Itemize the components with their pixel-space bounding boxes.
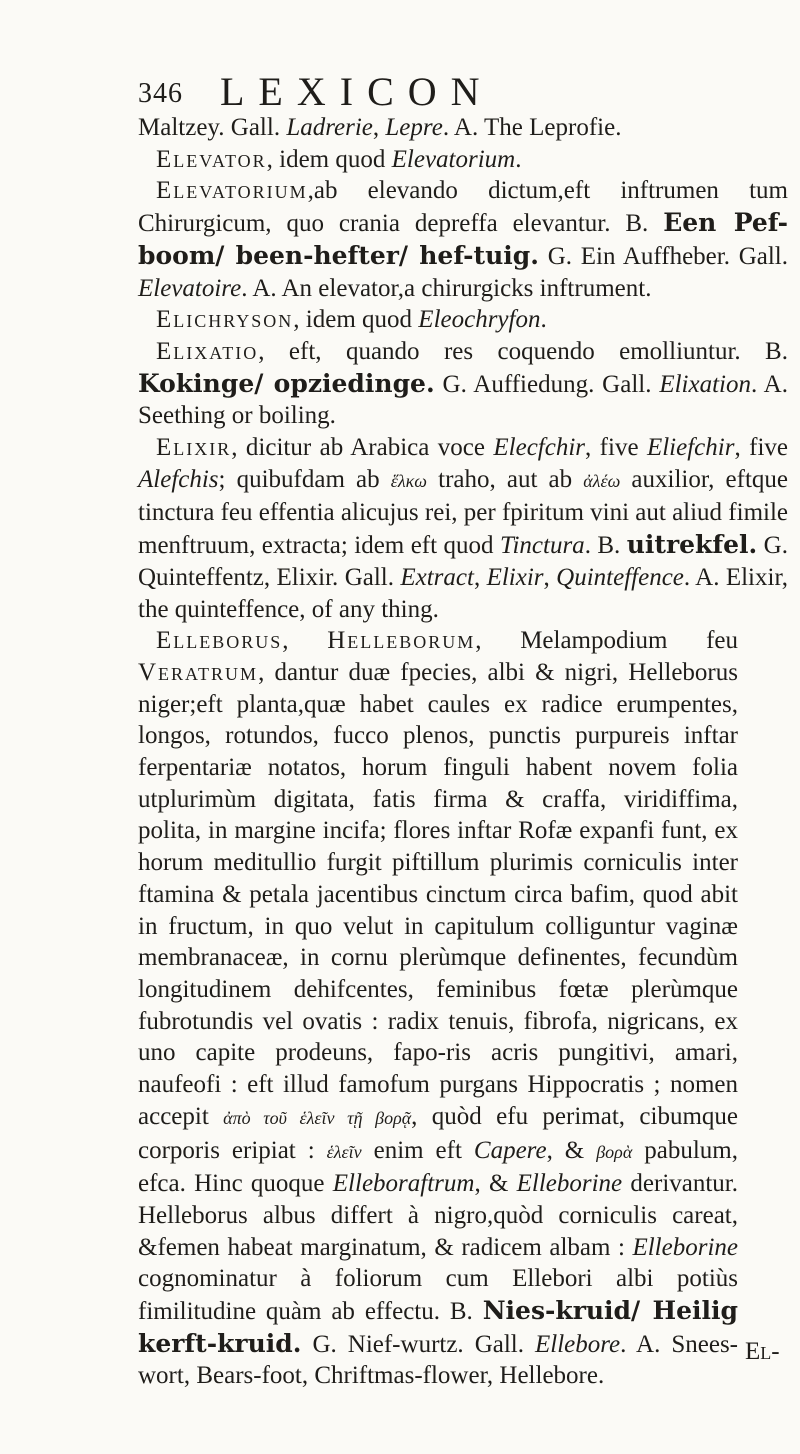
text-run: , idem quod [293,306,419,334]
text-run: , [543,563,557,591]
text-run: . A. An elevator,a chirurgicks inftrument. [241,274,652,302]
running-title: LEXICON [220,69,494,114]
text-run: . B. [584,532,627,560]
text-run: , five [585,434,647,462]
entry-elixatio [138,336,788,432]
text-run: , & [546,1136,597,1164]
text-run: . A. Elixir, the quinteffence, of any thing. [138,563,789,623]
text-run: , five [734,434,788,462]
page-body [138,112,788,1392]
text-run: , quòd efu perimat, cibumque corporis eripiat : [138,1102,738,1164]
text-run: derivantur. Helleborus albus differt à nigro,quòd corniculis careat, &femen habeat marginatum, & radicem albam : [138,1170,738,1261]
text-run: , [372,114,386,141]
text-run: , dantur duæ fpecies, albi & nigri, Helleborus niger;eft planta,quæ habet caules ex radice erumpentes, longos, rotundos, fucco plenos, punctis purpureis inftar ferpentariæ notatos, horum finguli habent novem folia utplurimùm digitata, fatis firma & craffa, viridiffima, polita, in margine incifa; flores inftar Rofæ expanfi funt, ex horum meditullio furgit piftillum plurimis corniculis inter ftamina & petala jacentibus cinctum circa bafim, quod abit in fructum, in quo velut in capitulum colliguntur vaginæ membranaceæ, in cornu plerùmque definentes, fecundùm longitudinem dehifcentes, feminibus fœtæ plerùmque fubrotundis vel ovatis : radix tenuis, fibrofa, nigricans, ex uno capite prodeuns, fapo-ris acris pungitivi, amari, naufeofi : eft illud famofum purgans Hippocratis ; nomen accepit [138,658,738,1130]
text-run: Elevatorium [391,145,516,173]
headword: Helleborum [327,627,476,655]
text-run: . A. Snees-wort, Bears-foot, Chriftmas-flower, Hellebore. [138,1330,739,1390]
headword: Elleborus [156,627,283,655]
greek-word: βορὰ [596,1141,633,1162]
text-run: Elevatoire [138,274,242,302]
catchword: El- [745,1338,780,1365]
greek-word: ἀλέω [583,470,621,491]
text-run: . A. The Leprofie. [442,114,622,141]
dutch-blackletter: Kokinge/ opziedinge. [138,368,435,398]
text-run: Alefchis [138,465,219,493]
text-run: Elleboraftrum [332,1170,475,1198]
page-header [120,68,760,116]
entry-elevatorium [138,175,788,304]
dutch-blackletter: Nies-kruid/ Heilig kerft-kruid. [138,1296,738,1358]
text-run: , [473,563,487,591]
headword: Elichryson [156,306,294,334]
text-run: ; quibufdam ab [218,465,391,493]
text-run: Elixir [486,563,544,591]
text-run: Elleborine [516,1170,623,1198]
text-run: . A. Seething or boiling. [138,370,788,430]
text-run: G. Ein Auffheber. Gall. [538,242,789,270]
text-run: , Melampodium feu [475,627,738,655]
text-run: , idem quod [266,145,392,173]
text-run: G. Quinteffentz, Elixir. Gall. [138,532,788,591]
text-run: traho, aut ab [427,465,584,493]
text-run: Elecfchir [493,434,586,462]
text-run: auxilior, eftque tinctura feu effentia alicujus rei, per fpiritum vini aut aliud fimile menftruum, extracta; idem eft quod [138,465,789,560]
headword: Elixatio [156,337,259,365]
greek-word: ἀπὸ τοῦ ἑλεῖν τῇ βορᾷ [223,1107,412,1128]
entry-elleborus [138,625,738,1392]
dutch-blackletter: uitrekfel. [626,530,758,560]
dutch-blackletter: Een Pef-boom/ been-hefter/ hef-tuig. [138,208,788,270]
headword: Elevator [156,145,267,173]
text-run: Lepre [385,114,443,141]
entry-elevator [138,144,788,176]
headword: Elevatorium [156,177,308,205]
headword: Elixir [156,434,232,462]
greek-word: ἑλεῖν [326,1141,362,1162]
text-run: Quinteffence [556,563,684,591]
page-number: 346 [138,78,183,109]
text-run: ,ab elevando dictum,eft inftrumen tum Chirurgicum, quo crania depreffa elevantur. B. [138,177,788,238]
text-run: , dicitur ab Arabica voce [231,434,494,462]
text-run: pabulum, efca. Hinc quoque [138,1136,738,1198]
text-run: Maltzey. Gall. [138,114,287,141]
text-run: Elleborine [632,1233,738,1261]
greek-word: ἕλκω [390,470,427,491]
text-run: . [515,145,522,173]
text-run: cognominatur à foliorum cum Ellebori albi potiùs fimilitudine quàm ab effectu. B. [138,1265,738,1326]
text-run: , [282,627,328,655]
text-run: G. Nief-wurtz. Gall. [301,1330,535,1358]
text-run: Eliefchir [646,434,735,462]
entry-elichryson [138,304,788,336]
text-run: Tinctura [499,532,585,560]
entry-continuation [138,112,788,144]
text-run: Elixation [659,370,751,398]
headword: Veratrum [138,658,259,686]
text-run: enim eft [361,1136,474,1164]
text-run: Extract [400,563,474,591]
text-run: . [540,306,547,334]
text-run: Ellebore [535,1330,621,1358]
text-run: Ladrerie [286,114,373,141]
entry-elixir [138,432,788,625]
text-run: , eft, quando res coquendo emolliuntur. B. [258,337,788,365]
text-run: , & [474,1170,517,1198]
text-run: G. Auffiedung. Gall. [434,370,660,398]
text-run: Eleochryfon [418,306,541,334]
text-run: Capere [473,1136,547,1164]
